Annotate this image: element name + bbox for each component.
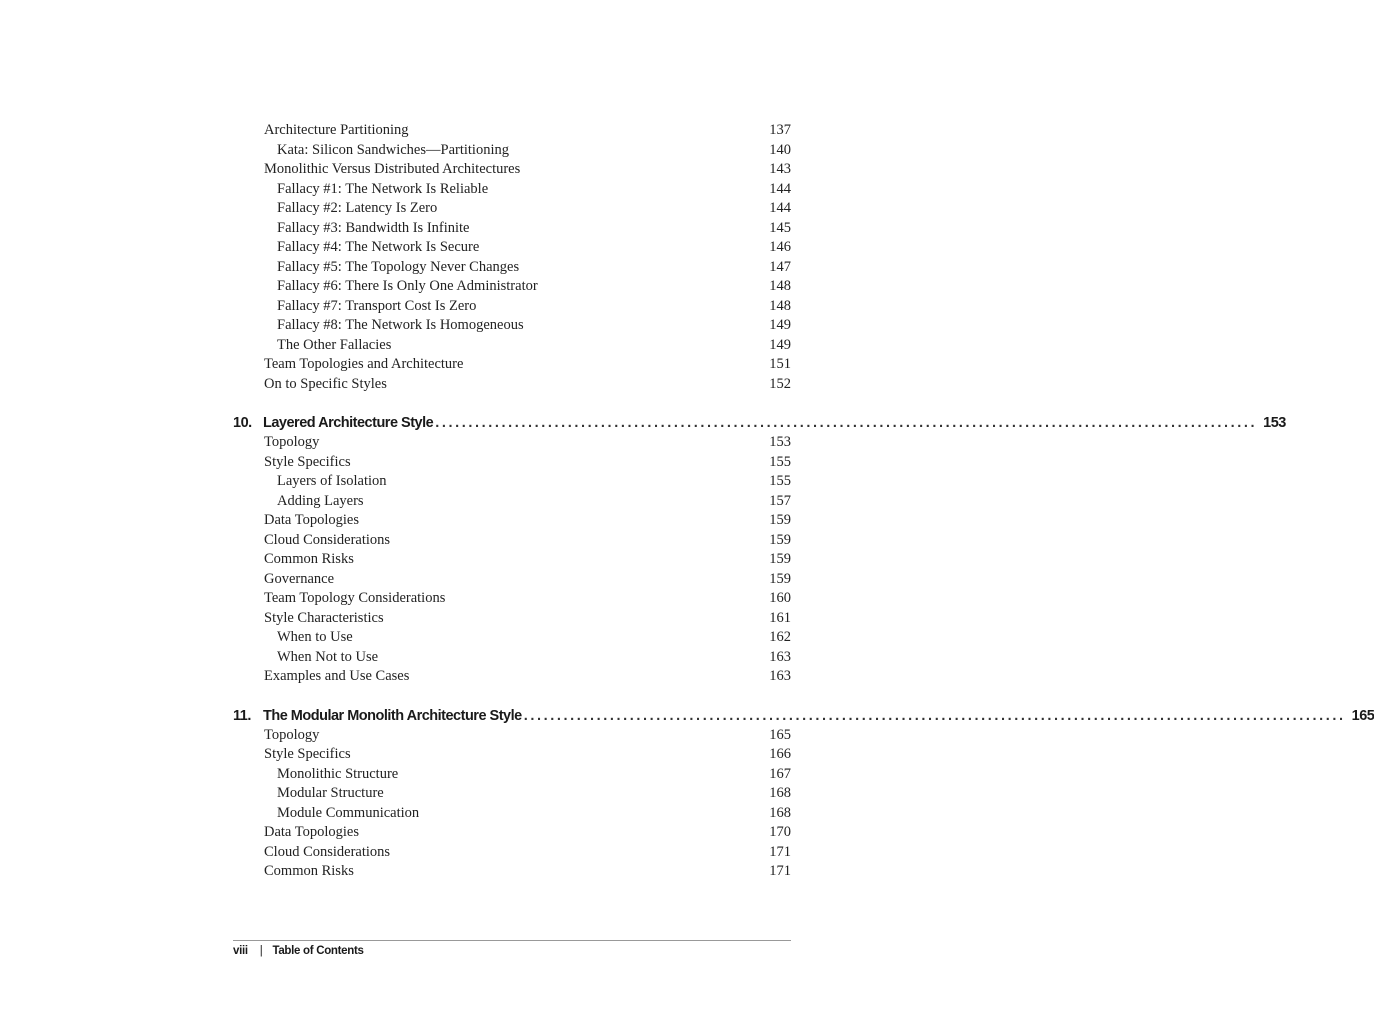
dot-leader: ............................................................................................................................ bbox=[435, 415, 1258, 431]
toc-entry-title: Fallacy #1: The Network Is Reliable bbox=[277, 180, 489, 197]
toc-entry-page: 148 bbox=[769, 278, 791, 294]
toc-entry[interactable] bbox=[233, 472, 791, 492]
toc-entry-page: 168 bbox=[769, 804, 791, 821]
chapter-11-entries bbox=[233, 726, 791, 882]
toc-entry-page: 153 bbox=[769, 434, 791, 450]
table-of-contents bbox=[233, 121, 1374, 882]
toc-entry[interactable] bbox=[233, 492, 791, 512]
toc-entry[interactable] bbox=[233, 784, 791, 804]
toc-entry[interactable] bbox=[233, 511, 791, 531]
chapter-10-entries bbox=[233, 433, 791, 687]
toc-entry-page: 171 bbox=[769, 863, 791, 879]
toc-entry-page: 143 bbox=[769, 161, 791, 177]
toc-entry-title: Adding Layers bbox=[277, 492, 364, 509]
toc-entry-page: 166 bbox=[769, 746, 791, 762]
toc-entry[interactable] bbox=[233, 297, 791, 317]
toc-entry[interactable] bbox=[233, 843, 791, 863]
toc-entry[interactable] bbox=[233, 862, 791, 882]
toc-entry[interactable] bbox=[233, 121, 791, 141]
chapter-number: 11. bbox=[233, 707, 251, 724]
footer-separator: | bbox=[259, 945, 263, 957]
toc-entry-page: 152 bbox=[769, 375, 791, 392]
toc-entry-title: Team Topologies and Architecture bbox=[264, 356, 464, 372]
chapter-page: 165 bbox=[1351, 707, 1374, 724]
toc-entry[interactable] bbox=[233, 141, 791, 161]
toc-entry[interactable] bbox=[233, 238, 791, 258]
chapter-page: 153 bbox=[1263, 415, 1286, 431]
toc-entry-title: Style Characteristics bbox=[264, 609, 384, 626]
toc-entry-title: Layers of Isolation bbox=[277, 473, 387, 489]
toc-entry-page: 159 bbox=[769, 551, 791, 567]
toc-entry[interactable] bbox=[233, 648, 791, 668]
toc-entry-page: 144 bbox=[769, 180, 791, 197]
toc-entry[interactable] bbox=[233, 726, 791, 746]
toc-entry-page: 157 bbox=[769, 492, 791, 509]
toc-entry-page: 140 bbox=[769, 141, 791, 158]
toc-entry-title: Fallacy #2: Latency Is Zero bbox=[277, 200, 438, 216]
toc-entry-page: 145 bbox=[769, 219, 791, 236]
toc-entry-title: Style Specifics bbox=[264, 746, 351, 762]
toc-entry-title: Fallacy #3: Bandwidth Is Infinite bbox=[277, 219, 470, 236]
toc-entry[interactable] bbox=[233, 804, 791, 824]
toc-entry[interactable] bbox=[233, 453, 791, 473]
toc-entry-title: Cloud Considerations bbox=[264, 531, 391, 548]
toc-entry[interactable] bbox=[233, 433, 791, 453]
toc-entry-title: When to Use bbox=[277, 629, 353, 645]
toc-entry-title: Data Topologies bbox=[264, 512, 359, 528]
toc-entry[interactable] bbox=[233, 160, 791, 180]
toc-entry-page: 161 bbox=[769, 609, 791, 626]
toc-entry[interactable] bbox=[233, 628, 791, 648]
toc-entry[interactable] bbox=[233, 355, 791, 375]
toc-entry-title: Kata: Silicon Sandwiches—Partitioning bbox=[277, 141, 509, 158]
toc-entry[interactable] bbox=[233, 258, 791, 278]
toc-entry-title: On to Specific Styles bbox=[264, 375, 387, 392]
toc-entry-page: 160 bbox=[769, 590, 791, 606]
toc-entry-title: Team Topology Considerations bbox=[264, 590, 446, 606]
chapter-number: 10. bbox=[233, 415, 252, 431]
toc-entry-page: 171 bbox=[769, 843, 791, 860]
toc-entry-page: 165 bbox=[769, 726, 791, 743]
toc-entry-title: Examples and Use Cases bbox=[264, 668, 410, 684]
toc-entry-title: Topology bbox=[264, 726, 320, 743]
toc-entry-title: Style Specifics bbox=[264, 453, 351, 470]
toc-entry-page: 162 bbox=[769, 629, 791, 645]
toc-entry-page: 149 bbox=[769, 317, 791, 333]
toc-entry-title: When Not to Use bbox=[277, 648, 379, 665]
toc-entry-page: 163 bbox=[769, 648, 791, 665]
toc-entry-title: Fallacy #8: The Network Is Homogeneous bbox=[277, 317, 524, 333]
toc-entry[interactable] bbox=[233, 550, 791, 570]
toc-entry[interactable] bbox=[233, 570, 791, 590]
toc-entry-title: Cloud Considerations bbox=[264, 843, 391, 860]
toc-entry-page: 151 bbox=[769, 356, 791, 372]
chapter-title: The Modular Monolith Architecture Style bbox=[263, 707, 522, 724]
toc-entry-title: The Other Fallacies bbox=[277, 336, 392, 353]
toc-entry-title: Fallacy #5: The Topology Never Changes bbox=[277, 258, 520, 275]
toc-section-continued bbox=[233, 121, 791, 394]
toc-entry[interactable] bbox=[233, 277, 791, 297]
chapter-heading-10[interactable] bbox=[233, 413, 1286, 433]
toc-entry-page: 155 bbox=[769, 453, 791, 470]
toc-entry-page: 163 bbox=[769, 668, 791, 684]
toc-entry-page: 144 bbox=[769, 200, 791, 216]
toc-entry-title: Monolithic Versus Distributed Architectures bbox=[264, 161, 521, 177]
toc-entry-page: 149 bbox=[769, 336, 791, 353]
toc-entry[interactable] bbox=[233, 336, 791, 356]
toc-entry-title: Governance bbox=[264, 570, 335, 587]
toc-entry-title: Data Topologies bbox=[264, 824, 359, 840]
toc-entry[interactable] bbox=[233, 316, 791, 336]
footer-page-number: viii bbox=[233, 945, 248, 957]
toc-entry[interactable] bbox=[233, 199, 791, 219]
toc-entry-page: 170 bbox=[769, 824, 791, 840]
toc-entry-page: 146 bbox=[769, 239, 791, 255]
toc-entry-title: Module Communication bbox=[277, 804, 420, 821]
toc-entry-title: Modular Structure bbox=[277, 785, 384, 801]
toc-entry-page: 148 bbox=[769, 297, 791, 314]
dot-leader: ............................................................................................................................ bbox=[523, 707, 1346, 724]
page-footer bbox=[233, 940, 791, 957]
toc-entry-page: 159 bbox=[769, 570, 791, 587]
toc-entry[interactable] bbox=[233, 823, 791, 843]
toc-entry-title: Common Risks bbox=[264, 551, 354, 567]
toc-entry[interactable] bbox=[233, 609, 791, 629]
toc-entry-page: 159 bbox=[769, 531, 791, 548]
toc-entry-title: Monolithic Structure bbox=[277, 765, 399, 782]
toc-entry[interactable] bbox=[233, 745, 791, 765]
toc-entry-title: Topology bbox=[264, 434, 320, 450]
toc-entry-page: 155 bbox=[769, 473, 791, 489]
footer-section-title: Table of Contents bbox=[272, 945, 364, 957]
chapter-heading-11[interactable] bbox=[233, 706, 1374, 726]
chapter-title: Layered Architecture Style bbox=[263, 415, 434, 431]
toc-entry-page: 137 bbox=[769, 122, 791, 138]
toc-entry[interactable] bbox=[233, 219, 791, 239]
toc-entry-page: 159 bbox=[769, 512, 791, 528]
toc-entry[interactable] bbox=[233, 180, 791, 200]
toc-entry[interactable] bbox=[233, 375, 791, 395]
toc-entry-page: 147 bbox=[769, 258, 791, 275]
toc-entry-title: Architecture Partitioning bbox=[264, 122, 409, 138]
toc-entry-title: Fallacy #6: There Is Only One Administrator bbox=[277, 278, 538, 294]
toc-entry[interactable] bbox=[233, 589, 791, 609]
toc-entry-title: Common Risks bbox=[264, 863, 354, 879]
toc-entry-title: Fallacy #4: The Network Is Secure bbox=[277, 239, 480, 255]
toc-entry[interactable] bbox=[233, 531, 791, 551]
toc-entry[interactable] bbox=[233, 667, 791, 687]
toc-entry-page: 167 bbox=[769, 765, 791, 782]
toc-entry[interactable] bbox=[233, 765, 791, 785]
toc-entry-page: 168 bbox=[769, 785, 791, 801]
toc-entry-title: Fallacy #7: Transport Cost Is Zero bbox=[277, 297, 477, 314]
